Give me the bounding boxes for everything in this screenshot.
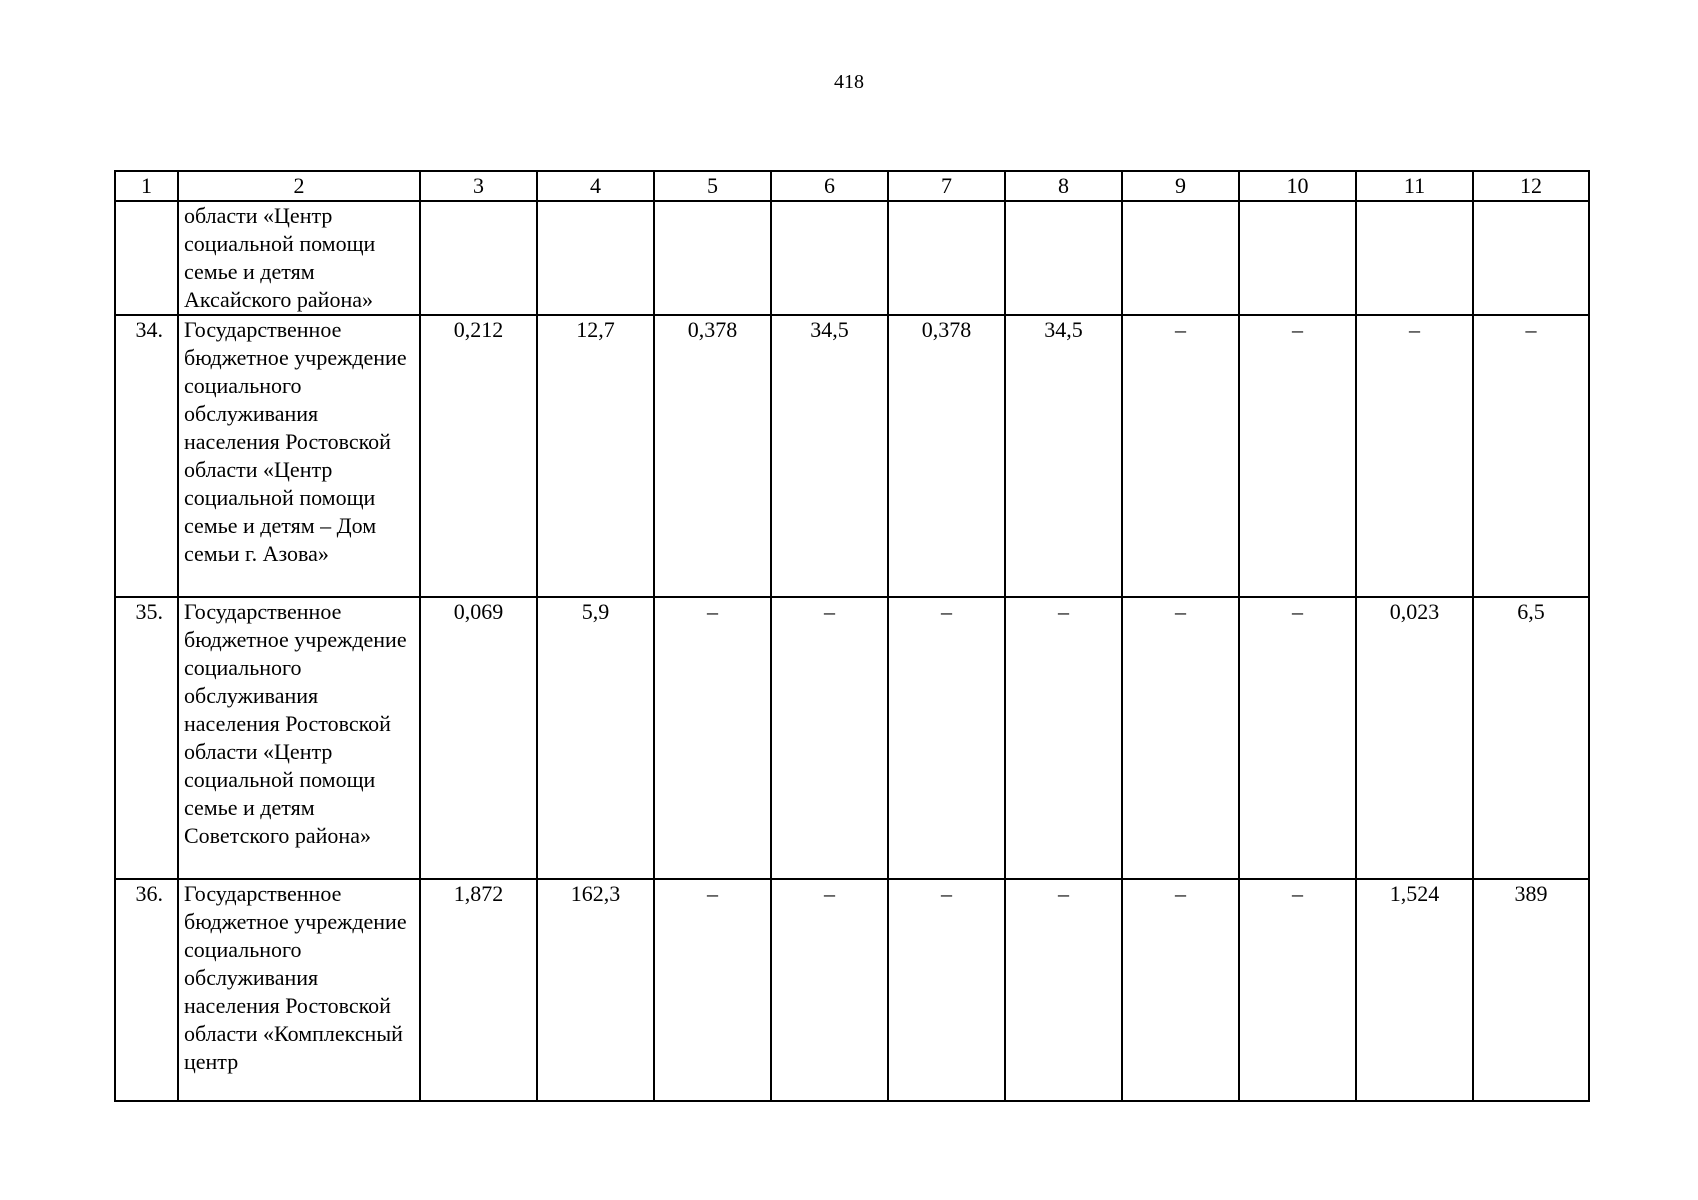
table-cell xyxy=(654,201,771,315)
row-number: 35. xyxy=(115,597,178,879)
table-cell: – xyxy=(654,597,771,879)
row-number xyxy=(115,201,178,315)
table-cell xyxy=(420,201,537,315)
table-cell: 0,069 xyxy=(420,597,537,879)
institution-name: области «Центр социальной помощи семье и детям Аксайского района» xyxy=(178,201,420,315)
table-cell: 162,3 xyxy=(537,879,654,1101)
table-cell xyxy=(771,201,888,315)
institution-name: Государственное бюджетное учреждение социального обслуживания населения Ростовской области «Центр социальной помощи семье и детям Советского района» xyxy=(178,597,420,879)
table-cell xyxy=(1473,201,1589,315)
table-row xyxy=(115,597,1589,879)
table-cell xyxy=(1356,201,1473,315)
table-cell: 34,5 xyxy=(771,315,888,597)
column-header: 1 xyxy=(115,171,178,201)
table-cell xyxy=(1122,201,1239,315)
table-cell: 12,7 xyxy=(537,315,654,597)
table-header-row xyxy=(115,171,1589,201)
column-header: 8 xyxy=(1005,171,1122,201)
table-cell: – xyxy=(1122,315,1239,597)
table-cell: – xyxy=(771,597,888,879)
table-cell: 1,872 xyxy=(420,879,537,1101)
page-number: 418 xyxy=(834,71,864,93)
table-cell: 0,378 xyxy=(654,315,771,597)
column-header: 11 xyxy=(1356,171,1473,201)
table-cell: 389 xyxy=(1473,879,1589,1101)
table-row xyxy=(115,315,1589,597)
table-cell xyxy=(1239,201,1356,315)
table-cell: 1,524 xyxy=(1356,879,1473,1101)
table-cell xyxy=(888,201,1005,315)
table-cell: – xyxy=(1239,597,1356,879)
data-table xyxy=(114,170,1590,1102)
column-header: 12 xyxy=(1473,171,1589,201)
row-number: 34. xyxy=(115,315,178,597)
table-cell: – xyxy=(1239,315,1356,597)
table-cell: – xyxy=(1473,315,1589,597)
table-cell: – xyxy=(1005,879,1122,1101)
table-cell: 0,212 xyxy=(420,315,537,597)
table-cell: 0,023 xyxy=(1356,597,1473,879)
column-header: 10 xyxy=(1239,171,1356,201)
table-row xyxy=(115,201,1589,315)
table-cell: 34,5 xyxy=(1005,315,1122,597)
table-cell: – xyxy=(1122,879,1239,1101)
institution-name: Государственное бюджетное учреждение социального обслуживания населения Ростовской области «Центр социальной помощи семье и детям – Дом семьи г. Азова» xyxy=(178,315,420,597)
column-header: 4 xyxy=(537,171,654,201)
table-cell: – xyxy=(1122,597,1239,879)
column-header: 7 xyxy=(888,171,1005,201)
table-cell: – xyxy=(888,597,1005,879)
table-cell: – xyxy=(1356,315,1473,597)
row-number: 36. xyxy=(115,879,178,1101)
institution-name: Государственное бюджетное учреждение социального обслуживания населения Ростовской области «Комплексный центр xyxy=(178,879,420,1101)
table-cell: – xyxy=(1239,879,1356,1101)
column-header: 3 xyxy=(420,171,537,201)
table-cell xyxy=(1005,201,1122,315)
table-cell: 6,5 xyxy=(1473,597,1589,879)
table-cell: – xyxy=(888,879,1005,1101)
column-header: 6 xyxy=(771,171,888,201)
table-cell xyxy=(537,201,654,315)
column-header: 5 xyxy=(654,171,771,201)
table-cell: – xyxy=(654,879,771,1101)
column-header: 2 xyxy=(178,171,420,201)
table-cell: – xyxy=(771,879,888,1101)
table-cell: 5,9 xyxy=(537,597,654,879)
table-cell: 0,378 xyxy=(888,315,1005,597)
table-row xyxy=(115,879,1589,1101)
table-cell: – xyxy=(1005,597,1122,879)
column-header: 9 xyxy=(1122,171,1239,201)
